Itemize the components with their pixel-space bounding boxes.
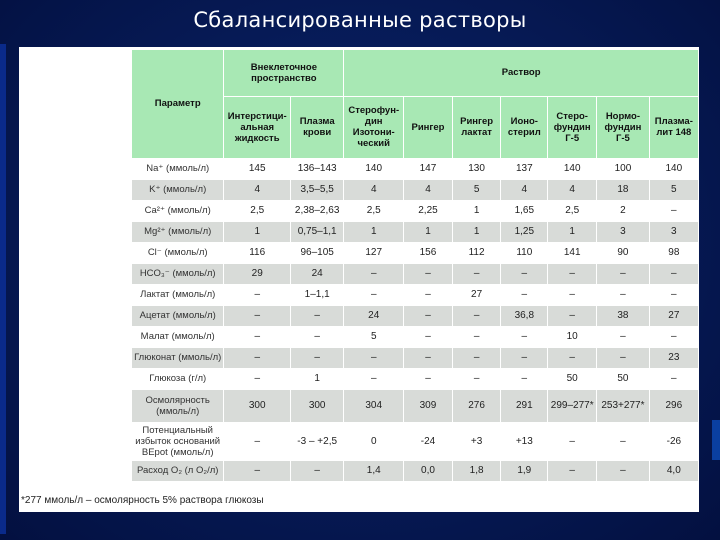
- value-cell: –: [404, 305, 453, 326]
- table-row: [132, 347, 699, 368]
- value-cell: 0,0: [404, 460, 453, 481]
- value-cell: –: [548, 422, 597, 460]
- value-cell: 4: [344, 179, 404, 200]
- value-cell: 2,5: [224, 200, 291, 221]
- header-extracellular: Внеклеточное пространство: [224, 50, 344, 96]
- value-cell: 141: [548, 242, 597, 263]
- value-cell: 5: [344, 326, 404, 347]
- value-cell: 112: [452, 242, 501, 263]
- value-cell: –: [404, 284, 453, 305]
- column-header: Стеро- фундин Г-5: [548, 96, 597, 158]
- value-cell: 1,8: [452, 460, 501, 481]
- value-cell: 110: [501, 242, 548, 263]
- electrolyte-table: [132, 50, 699, 482]
- value-cell: 3,5–5,5: [291, 179, 344, 200]
- value-cell: 276: [452, 389, 501, 422]
- value-cell: 1: [291, 368, 344, 389]
- value-cell: –: [501, 368, 548, 389]
- value-cell: 1: [548, 221, 597, 242]
- value-cell: 36,8: [501, 305, 548, 326]
- value-cell: 4: [548, 179, 597, 200]
- table-row: [132, 460, 699, 481]
- value-cell: 140: [649, 158, 698, 179]
- param-cell: Cl⁻ (ммоль/л): [132, 242, 224, 263]
- value-cell: 299–277*: [548, 389, 597, 422]
- value-cell: 1,25: [501, 221, 548, 242]
- column-header: Ионо- стерил: [501, 96, 548, 158]
- value-cell: –: [597, 422, 649, 460]
- value-cell: –: [597, 326, 649, 347]
- value-cell: 24: [291, 263, 344, 284]
- value-cell: 0: [344, 422, 404, 460]
- value-cell: 140: [344, 158, 404, 179]
- table-row: [132, 389, 699, 422]
- value-cell: 300: [291, 389, 344, 422]
- value-cell: 300: [224, 389, 291, 422]
- value-cell: –: [548, 460, 597, 481]
- param-cell: Глюкоза (г/л): [132, 368, 224, 389]
- value-cell: –: [344, 368, 404, 389]
- value-cell: –: [452, 347, 501, 368]
- value-cell: 98: [649, 242, 698, 263]
- value-cell: 29: [224, 263, 291, 284]
- value-cell: 296: [649, 389, 698, 422]
- value-cell: –: [649, 263, 698, 284]
- value-cell: 145: [224, 158, 291, 179]
- table-row: [132, 263, 699, 284]
- value-cell: –: [404, 326, 453, 347]
- param-cell: Na⁺ (ммоль/л): [132, 158, 224, 179]
- value-cell: 253+277*: [597, 389, 649, 422]
- value-cell: 127: [344, 242, 404, 263]
- value-cell: 2,5: [548, 200, 597, 221]
- value-cell: 50: [597, 368, 649, 389]
- column-header: Плазма- лит 148: [649, 96, 698, 158]
- param-cell: HCO₃⁻ (ммоль/л): [132, 263, 224, 284]
- value-cell: 140: [548, 158, 597, 179]
- value-cell: 100: [597, 158, 649, 179]
- value-cell: 24: [344, 305, 404, 326]
- value-cell: –: [501, 263, 548, 284]
- value-cell: 1: [452, 200, 501, 221]
- value-cell: –: [291, 460, 344, 481]
- value-cell: –: [404, 347, 453, 368]
- table-row: [132, 221, 699, 242]
- table-row: [132, 158, 699, 179]
- header-param: Параметр: [132, 50, 224, 158]
- left-accent-bar: [0, 44, 6, 534]
- value-cell: -3 – +2,5: [291, 422, 344, 460]
- value-cell: 309: [404, 389, 453, 422]
- value-cell: 4: [224, 179, 291, 200]
- value-cell: 4: [501, 179, 548, 200]
- value-cell: 116: [224, 242, 291, 263]
- table-row: [132, 305, 699, 326]
- table-row: [132, 326, 699, 347]
- value-cell: 5: [452, 179, 501, 200]
- param-cell: Mg²⁺ (ммоль/л): [132, 221, 224, 242]
- value-cell: 1,4: [344, 460, 404, 481]
- value-cell: –: [291, 347, 344, 368]
- param-cell: Расход O₂ (л O₂/л): [132, 460, 224, 481]
- value-cell: –: [344, 284, 404, 305]
- value-cell: –: [224, 368, 291, 389]
- column-header: Стерофун- дин Изотони- ческий: [344, 96, 404, 158]
- param-cell: Малат (ммоль/л): [132, 326, 224, 347]
- value-cell: –: [548, 284, 597, 305]
- value-cell: –: [501, 284, 548, 305]
- value-cell: –: [224, 326, 291, 347]
- value-cell: –: [291, 305, 344, 326]
- column-header: Интерстици- альная жидкость: [224, 96, 291, 158]
- value-cell: –: [224, 460, 291, 481]
- value-cell: 2,38–2,63: [291, 200, 344, 221]
- table-panel: [19, 47, 699, 512]
- value-cell: –: [291, 326, 344, 347]
- param-cell: Глюконат (ммоль/л): [132, 347, 224, 368]
- value-cell: 3: [649, 221, 698, 242]
- value-cell: 156: [404, 242, 453, 263]
- value-cell: 27: [649, 305, 698, 326]
- value-cell: 304: [344, 389, 404, 422]
- value-cell: 1: [344, 221, 404, 242]
- right-accent-bar: [712, 420, 720, 460]
- value-cell: 147: [404, 158, 453, 179]
- value-cell: 23: [649, 347, 698, 368]
- value-cell: –: [344, 347, 404, 368]
- value-cell: 4: [404, 179, 453, 200]
- value-cell: –: [649, 326, 698, 347]
- value-cell: –: [404, 263, 453, 284]
- value-cell: 4,0: [649, 460, 698, 481]
- value-cell: –: [452, 305, 501, 326]
- value-cell: 137: [501, 158, 548, 179]
- value-cell: –: [548, 305, 597, 326]
- value-cell: +13: [501, 422, 548, 460]
- value-cell: –: [452, 326, 501, 347]
- value-cell: –: [501, 347, 548, 368]
- column-header: Рингер лактат: [452, 96, 501, 158]
- slide-title: Сбалансированные растворы: [193, 8, 527, 32]
- value-cell: 2,5: [344, 200, 404, 221]
- value-cell: 1: [404, 221, 453, 242]
- value-cell: 0,75–1,1: [291, 221, 344, 242]
- table-row: [132, 200, 699, 221]
- value-cell: 2,25: [404, 200, 453, 221]
- value-cell: 2: [597, 200, 649, 221]
- value-cell: 38: [597, 305, 649, 326]
- value-cell: –: [548, 263, 597, 284]
- value-cell: 50: [548, 368, 597, 389]
- value-cell: –: [649, 284, 698, 305]
- param-cell: Осмолярность (ммоль/л): [132, 389, 224, 422]
- column-header: Рингер: [404, 96, 453, 158]
- value-cell: –: [344, 263, 404, 284]
- value-cell: 1: [452, 221, 501, 242]
- value-cell: 3: [597, 221, 649, 242]
- param-cell: Ацетат (ммоль/л): [132, 305, 224, 326]
- table-row: [132, 284, 699, 305]
- param-cell: Ca²⁺ (ммоль/л): [132, 200, 224, 221]
- value-cell: 96–105: [291, 242, 344, 263]
- value-cell: 291: [501, 389, 548, 422]
- value-cell: –: [452, 263, 501, 284]
- value-cell: –: [597, 284, 649, 305]
- footnote: *277 ммоль/л – осмолярность 5% раствора глюкозы: [21, 495, 264, 506]
- value-cell: 5: [649, 179, 698, 200]
- param-cell: Лактат (ммоль/л): [132, 284, 224, 305]
- value-cell: –: [224, 284, 291, 305]
- table-row: [132, 179, 699, 200]
- value-cell: 130: [452, 158, 501, 179]
- value-cell: –: [224, 305, 291, 326]
- table-row: [132, 422, 699, 460]
- value-cell: 136–143: [291, 158, 344, 179]
- value-cell: -24: [404, 422, 453, 460]
- value-cell: 1,9: [501, 460, 548, 481]
- value-cell: –: [597, 460, 649, 481]
- value-cell: 90: [597, 242, 649, 263]
- value-cell: –: [404, 368, 453, 389]
- value-cell: –: [597, 347, 649, 368]
- column-header: Нормо- фундин Г-5: [597, 96, 649, 158]
- value-cell: –: [548, 347, 597, 368]
- value-cell: -26: [649, 422, 698, 460]
- value-cell: 18: [597, 179, 649, 200]
- value-cell: 1–1,1: [291, 284, 344, 305]
- value-cell: 27: [452, 284, 501, 305]
- table-row: [132, 242, 699, 263]
- param-cell: K⁺ (ммоль/л): [132, 179, 224, 200]
- value-cell: 1: [224, 221, 291, 242]
- param-cell: Потенциальный избыток оснований BEpot (ммоль/л): [132, 422, 224, 460]
- table-row: [132, 368, 699, 389]
- value-cell: –: [452, 368, 501, 389]
- value-cell: –: [224, 347, 291, 368]
- value-cell: –: [224, 422, 291, 460]
- value-cell: –: [649, 200, 698, 221]
- value-cell: 10: [548, 326, 597, 347]
- column-header: Плазма крови: [291, 96, 344, 158]
- value-cell: –: [649, 368, 698, 389]
- value-cell: +3: [452, 422, 501, 460]
- value-cell: 1,65: [501, 200, 548, 221]
- header-solution: Раствор: [344, 50, 699, 96]
- value-cell: –: [501, 326, 548, 347]
- value-cell: –: [597, 263, 649, 284]
